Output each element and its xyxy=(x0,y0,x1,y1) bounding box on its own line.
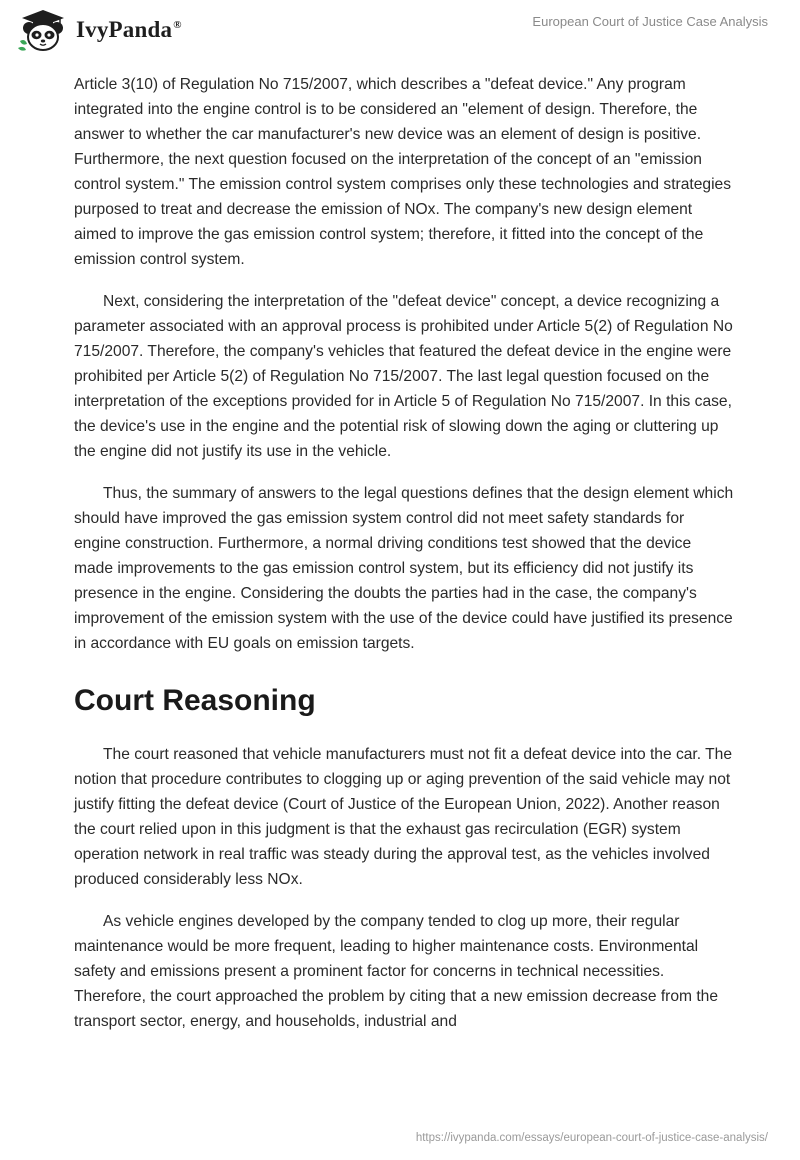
paragraph-defeat-device-definition: Article 3(10) of Regulation No 715/2007, which describes a "defeat device." Any program integrated into the engine control is to be considered an "element of design. Therefore, the answer to whether the car manufacturer's new device was an element of design is positive. Furthermore, the next question focused on the interpretation of the concept of an "emission control system." The emission control system comprises only these technologies and strategies purposed to treat and decrease the emission of NOx. The company's new design element aimed to improve the gas emission control system; therefore, it fitted into the concept of the emission control system. xyxy=(74,76,732,268)
paragraph-maintenance-costs: As vehicle engines developed by the company tended to clog up more, their regular maintenance would be more frequent, leading to higher maintenance costs. Environmental safety and emissions present a prominent factor for concerns in technical necessities. Therefore, the court approached the problem by citing that a new emission decrease from the transport sector, energy, and households, industrial and xyxy=(74,913,719,1030)
paragraph-court-reasoning: The court reasoned that vehicle manufacturers must not fit a defeat device into the car. The notion that procedure contributes to clogging up or aging prevention of the said vehicle may not justify fitting the defeat device (Court of Justice of the European Union, 2022). Another reason the court relied upon in this judgment is that the exhaust gas recirculation (EGR) system operation network in real traffic was steady during the approval test, as the vehicles involved produced considerably less NOx. xyxy=(74,746,733,888)
panda-graduate-icon xyxy=(16,8,70,52)
document-title: European Court of Justice Case Analysis xyxy=(532,14,768,29)
paragraph-summary-of-answers: Thus, the summary of answers to the legal questions defines that the design element which should have improved the gas emission system control did not meet safety standards for engine construction. Furthermore, a normal driving conditions test showed that the device made improvements to the gas emission control system, but its efficiency did not justify its presence in the engine. Considering the doubts the parties had in the case, the company's improvement of the emission system with the use of the device could have justified its presence in accordance with EU goals on emission targets. xyxy=(74,485,734,652)
section-heading-court-reasoning: Court Reasoning xyxy=(74,684,316,717)
essay-content xyxy=(74,72,734,1034)
paragraph-defeat-device-interpretation: Next, considering the interpretation of the "defeat device" concept, a device recognizing a parameter associated with an approval process is prohibited under Article 5(2) of Regulation No 715/2007. Therefore, the company's vehicles that featured the defeat device in the engine were prohibited per Article 5(2) of Regulation No 715/2007. The last legal question focused on the interpretation of the exceptions provided for in Article 5 of Regulation No 715/2007. In this case, the device's use in the engine and the potential risk of slowing down the aging or cluttering up the engine did not justify its use in the vehicle. xyxy=(74,293,733,460)
ivypanda-logo[interactable] xyxy=(16,8,182,52)
page-header xyxy=(0,0,800,60)
source-url[interactable]: https://ivypanda.com/essays/european-court-of-justice-case-analysis/ xyxy=(415,1132,768,1144)
brand-name: IvyPanda® xyxy=(76,17,182,42)
